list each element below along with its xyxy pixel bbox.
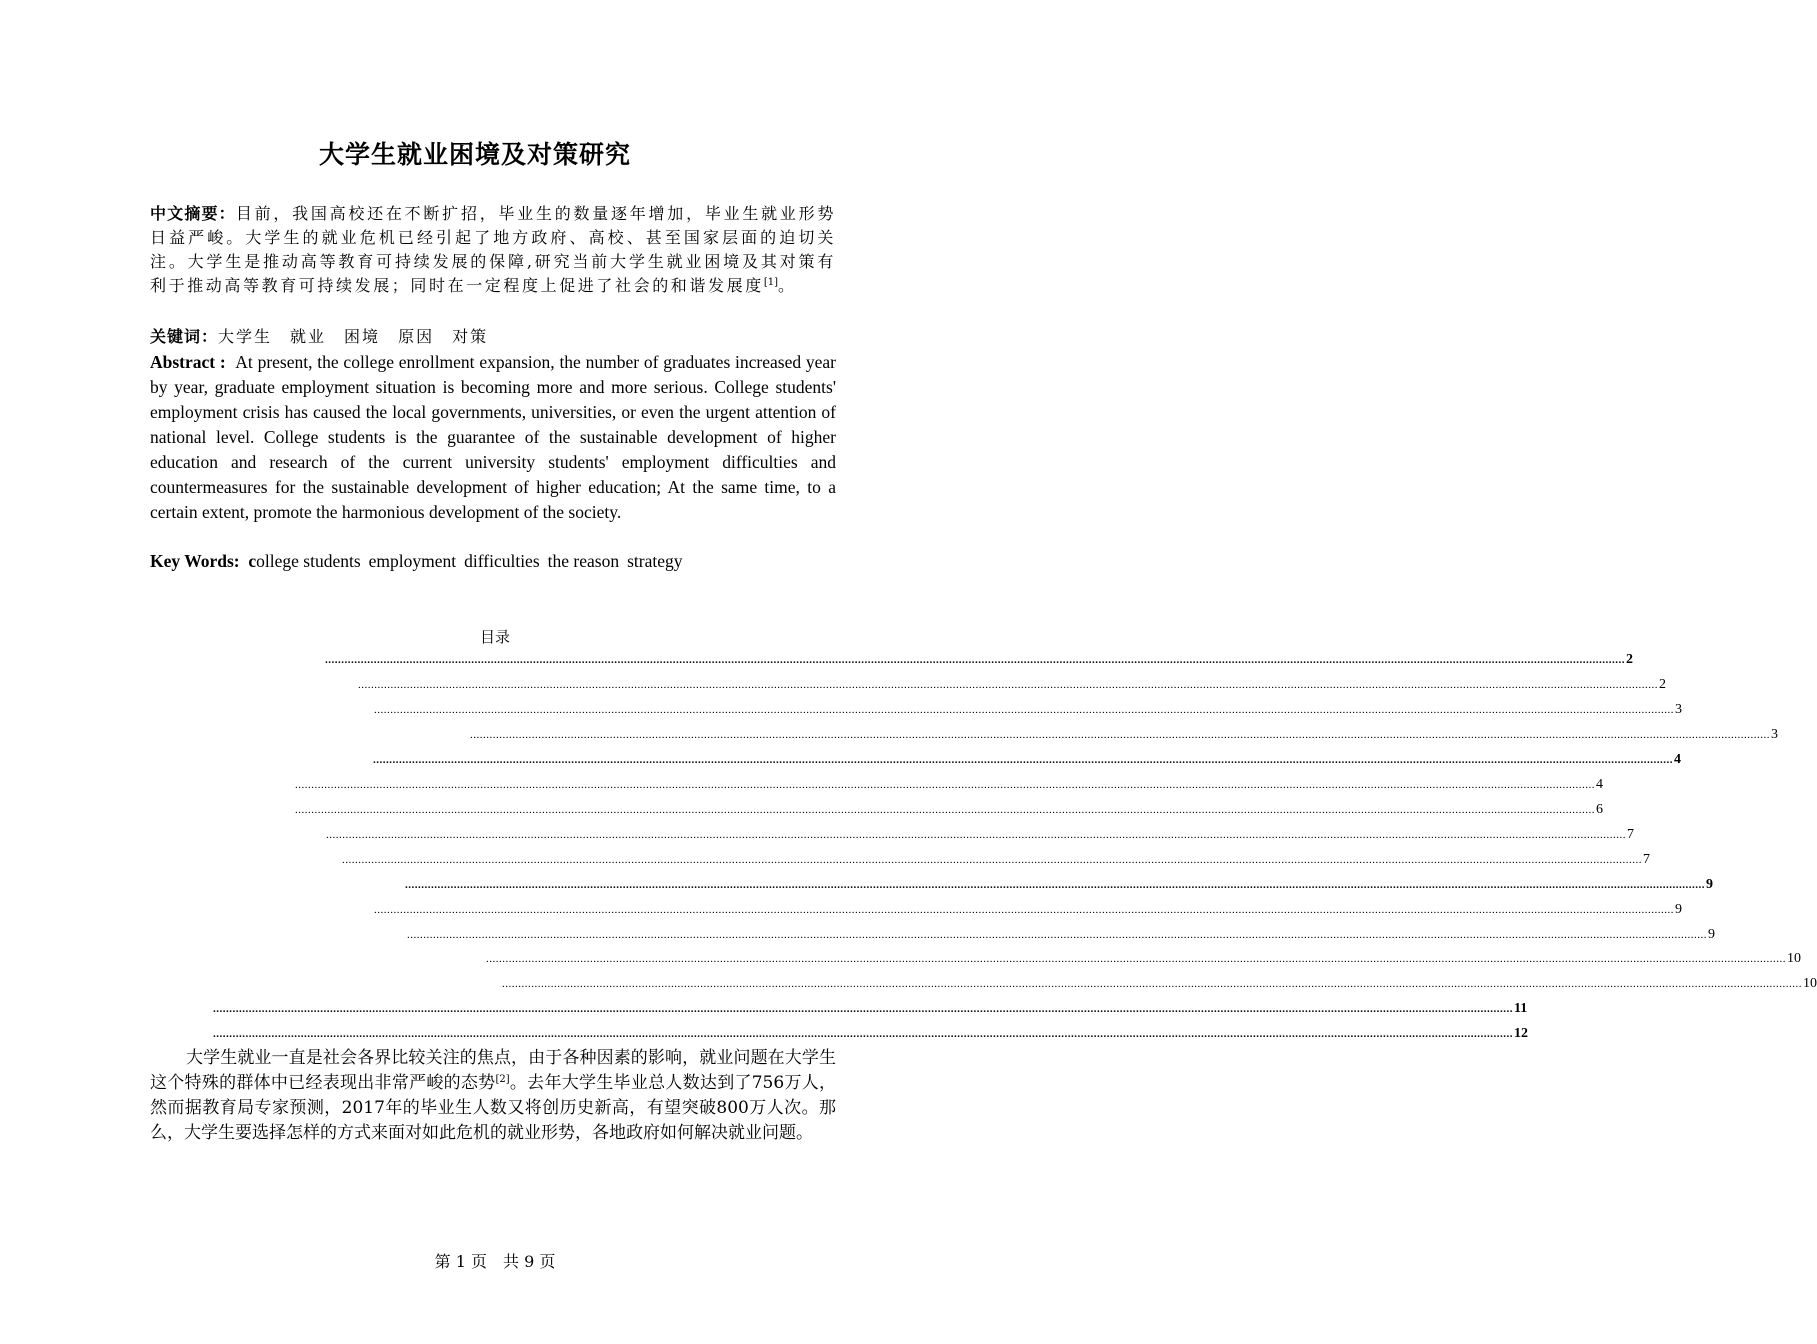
page-footer: 第 1 页 共 9 页 (434, 1252, 556, 1271)
toc-leader: ................................................................................................................................................................................................................................................................................................................................................................................................................ (326, 829, 1626, 841)
keyword: 大学生 (218, 327, 273, 346)
toc-page-number: 4 (1674, 752, 1681, 767)
english-abstract-label: Abstract : (150, 352, 226, 372)
toc-leader: ................................................................................................................................................................................................................................................................................................................................................................................................................ (295, 779, 1595, 791)
english-keyword-first-letter: c (248, 551, 257, 571)
chinese-abstract-text: 目前，我国高校还在不断扩招，毕业生的数量逐年增加，毕业生就业形势日益严峻。大学生的就业危机已经引起了地方政府、高校、甚至国家层面的迫切关注。大学生是推动高等教育可持续发展的保障,研究当前大学生就业困境及其对策有利于推动高等教育可持续发展；同时在一定程度上促进了社会的和谐发展度 (150, 204, 836, 295)
toc-leader: ................................................................................................................................................................................................................................................................................................................................................................................................................ (374, 904, 1674, 916)
toc-entry[interactable] (342, 847, 1650, 872)
chinese-keywords-label: 关键词： (150, 327, 219, 346)
english-keyword: ollege students (256, 551, 361, 571)
toc-page-number: 10 (1787, 951, 1801, 966)
english-abstract-text: At present, the college enrollment expansion, the number of graduates increased year by year, graduate employment situation is becoming more and more serious. College students' employment crisis has caused the local governments, universities, or even the urgent attention of national level. College students is the guarantee of the sustainable development of higher education and research of the current university students' employment difficulties and countermeasures for the sustainable development of higher education; At the same time, to a certain extent, promote the harmonious development of the society. (150, 352, 836, 522)
toc-leader: ................................................................................................................................................................................................................................................................................................................................................................................................................ (374, 704, 1674, 716)
citation-ref-1[interactable]: [1] (763, 277, 778, 288)
toc-page-number: 6 (1596, 802, 1603, 817)
toc-page-number: 3 (1675, 702, 1682, 717)
toc-entry[interactable] (295, 797, 1603, 822)
keyword: 原因 (398, 327, 435, 346)
toc-leader: ................................................................................................................................................................................................................................................................................................................................................................................................................ (213, 1028, 1513, 1040)
citation-ref-2[interactable]: [2] (495, 1074, 510, 1085)
toc-leader: ................................................................................................................................................................................................................................................................................................................................................................................................................ (325, 654, 1625, 666)
chinese-abstract-end: 。 (777, 276, 797, 295)
toc-entry[interactable] (374, 897, 1682, 922)
english-abstract (150, 350, 836, 525)
toc-entry[interactable] (295, 772, 1603, 797)
english-keyword: the reason (547, 551, 620, 571)
toc-page-number: 3 (1771, 727, 1778, 742)
toc-leader: ................................................................................................................................................................................................................................................................................................................................................................................................................ (213, 1003, 1513, 1015)
keyword: 对策 (452, 327, 489, 346)
english-keywords-label: Key Words: (150, 551, 240, 571)
toc-page-number: 4 (1596, 777, 1603, 792)
toc-page-number: 7 (1627, 827, 1634, 842)
english-keyword: strategy (627, 551, 683, 571)
toc-page-number: 2 (1659, 677, 1666, 692)
toc-entry[interactable] (407, 922, 1715, 947)
body-paragraph (150, 1046, 836, 1146)
toc-leader: ................................................................................................................................................................................................................................................................................................................................................................................................................ (358, 679, 1658, 691)
toc-leader: ................................................................................................................................................................................................................................................................................................................................................................................................................ (295, 804, 1595, 816)
toc-leader: ................................................................................................................................................................................................................................................................................................................................................................................................................ (502, 978, 1802, 990)
toc-leader: ................................................................................................................................................................................................................................................................................................................................................................................................................ (486, 953, 1786, 965)
toc-page-number: 11 (1514, 1001, 1528, 1016)
toc-leader: ................................................................................................................................................................................................................................................................................................................................................................................................................ (407, 929, 1707, 941)
toc-leader: ................................................................................................................................................................................................................................................................................................................................................................................................................ (373, 754, 1673, 766)
toc-page-number: 9 (1706, 877, 1713, 892)
toc-entry[interactable] (374, 697, 1682, 722)
toc-title: 目录 (479, 628, 510, 646)
toc-entry[interactable] (358, 672, 1666, 697)
toc-entry[interactable] (373, 747, 1681, 772)
toc-entry[interactable] (213, 996, 1528, 1021)
toc-entry[interactable] (326, 822, 1634, 847)
english-keyword: difficulties (464, 551, 540, 571)
toc-page-number: 9 (1675, 902, 1682, 917)
english-keyword: employment (368, 551, 457, 571)
body-text: 大学生就业一直是社会各界比较关注的焦点，由于各种因素的影响，就业问题在大学生这个特殊的群体中已经表现出非常严峻的态势 (150, 1048, 836, 1093)
toc-page-number: 9 (1708, 927, 1715, 942)
toc-entry[interactable] (502, 971, 1817, 996)
toc-leader: ................................................................................................................................................................................................................................................................................................................................................................................................................ (342, 854, 1642, 866)
toc-page-number: 10 (1803, 976, 1817, 991)
document-title: 大学生就业困境及对策研究 (318, 140, 631, 169)
english-keywords (150, 549, 836, 574)
chinese-abstract (150, 202, 836, 298)
chinese-keywords (150, 325, 836, 349)
body-text-continued: 。去年大学生毕业总人数达到了756万人，然而据教育局专家预测，2017年的毕业生人数又将创历史新高，有望突破800万人次。那么，大学生要选择怎样的方式来面对如此危机的就业形势，各地政府如何解决就业问题。 (150, 1073, 837, 1143)
chinese-abstract-label: 中文摘要： (150, 204, 236, 223)
toc-entry[interactable] (213, 1021, 1528, 1046)
keyword: 就业 (290, 327, 327, 346)
toc-entry[interactable] (486, 946, 1801, 971)
toc-leader: ................................................................................................................................................................................................................................................................................................................................................................................................................ (405, 879, 1705, 891)
toc-leader: ................................................................................................................................................................................................................................................................................................................................................................................................................ (470, 729, 1770, 741)
toc-page-number: 7 (1643, 852, 1650, 867)
toc-entry[interactable] (470, 722, 1778, 747)
toc-entry[interactable] (325, 647, 1633, 672)
toc-page-number: 2 (1626, 652, 1633, 667)
keyword: 困境 (344, 327, 381, 346)
toc-page-number: 12 (1514, 1026, 1528, 1041)
toc-entry[interactable] (405, 872, 1713, 897)
